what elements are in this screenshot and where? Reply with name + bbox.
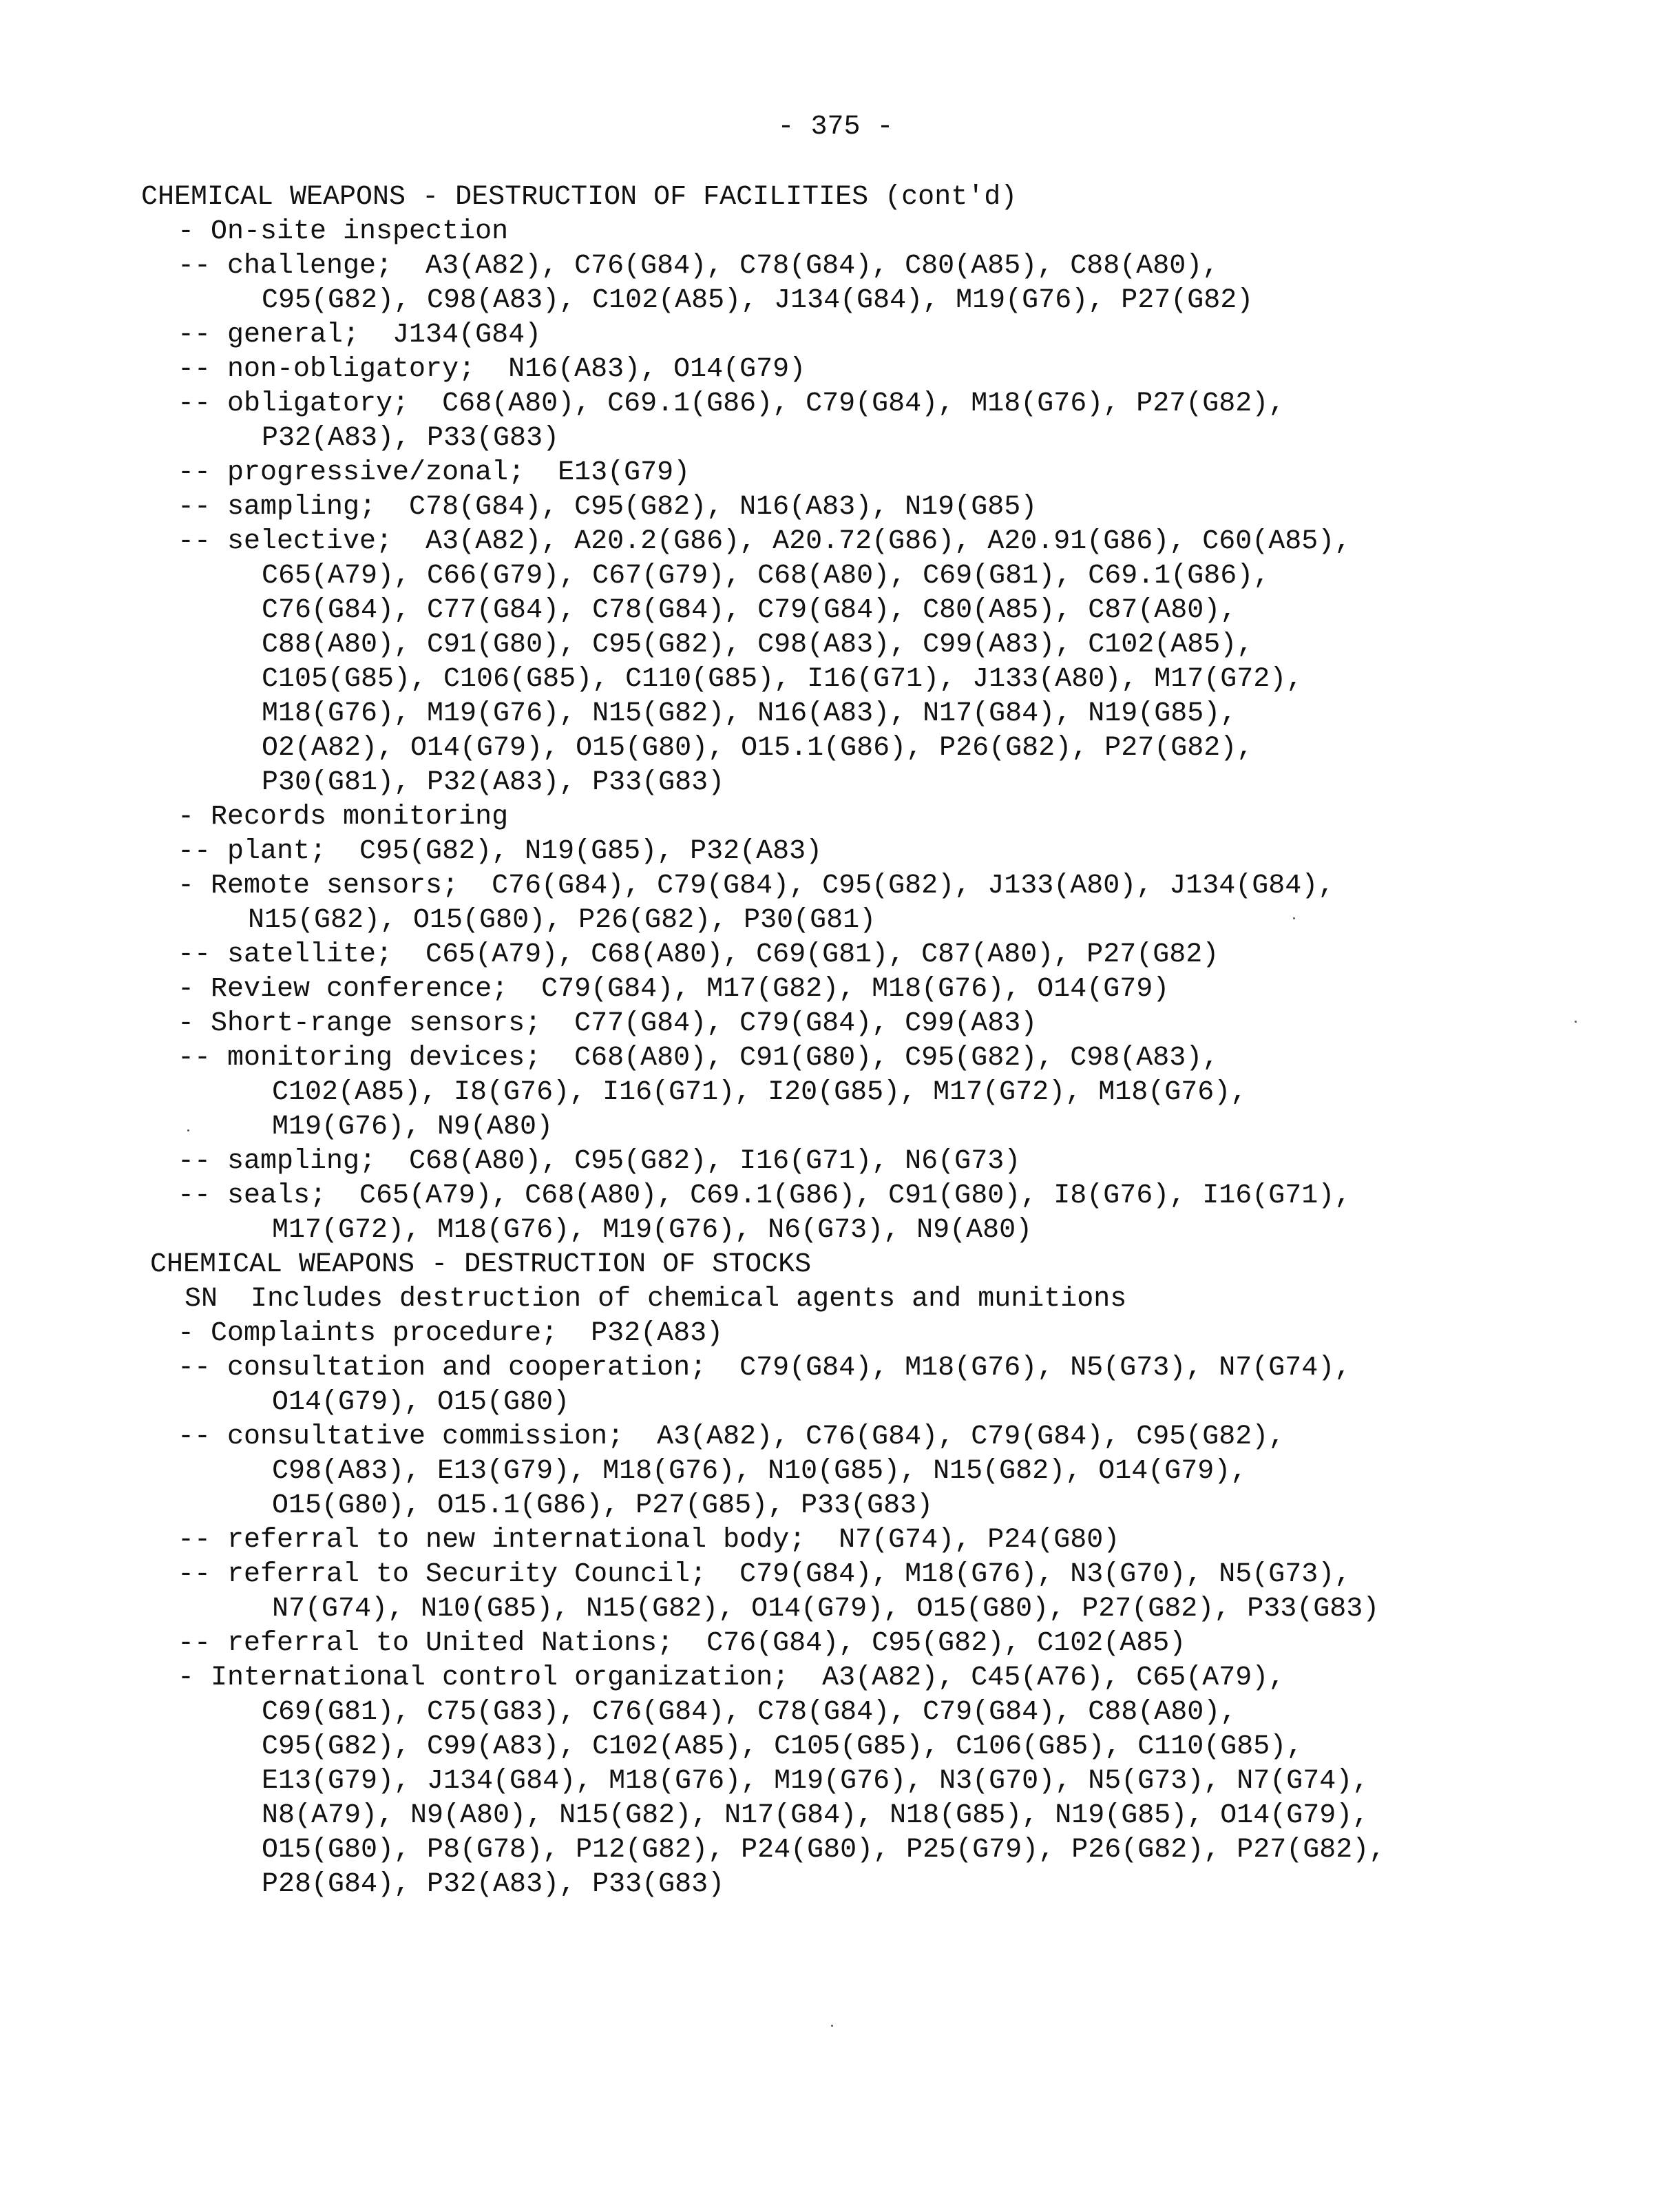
entry-subheading: - International control organization; A3(A82), C45(A76), C65(A79),: [178, 1662, 1285, 1693]
entry-line: -- general; J134(G84): [178, 320, 542, 351]
entry-subheading: - Records monitoring: [178, 802, 509, 833]
entry-continuation: P32(A83), P33(G83): [262, 423, 560, 454]
entry-continuation: E13(G79), J134(G84), M18(G76), M19(G76), N3(G70), N5(G73), N7(G74),: [262, 1766, 1369, 1797]
entry-continuation: C69(G81), C75(G83), C76(G84), C78(G84), C79(G84), C88(A80),: [262, 1697, 1237, 1728]
entry-continuation: P30(G81), P32(A83), P33(G83): [262, 767, 725, 798]
entry-line: -- challenge; A3(A82), C76(G84), C78(G84), C80(A85), C88(A80),: [178, 251, 1219, 282]
entry-continuation: O15(G80), P8(G78), P12(G82), P24(G80), P25(G79), P26(G82), P27(G82),: [262, 1835, 1386, 1866]
entry-line: -- selective; A3(A82), A20.2(G86), A20.72(G86), A20.91(G86), C60(A85),: [178, 526, 1352, 557]
scan-speck: [831, 2025, 833, 2027]
entry-continuation: N8(A79), N9(A80), N15(G82), N17(G84), N18(G85), N19(G85), O14(G79),: [262, 1800, 1369, 1831]
entry-continuation: C88(A80), C91(G80), C95(G82), C98(A83), C99(A83), C102(A85),: [262, 629, 1254, 660]
entry-line: -- referral to new international body; N7(G74), P24(G80): [178, 1525, 1120, 1556]
entry-continuation: M17(G72), M18(G76), M19(G76), N6(G73), N9(A80): [272, 1215, 1033, 1246]
index-body: [0, 180, 1671, 1902]
entry-continuation: C95(G82), C99(A83), C102(A85), C105(G85), C106(G85), C110(G85),: [262, 1731, 1303, 1762]
entry-line: -- referral to Security Council; C79(G84), M18(G76), N3(G70), N5(G73),: [178, 1559, 1352, 1590]
scope-note: SN Includes destruction of chemical agents and munitions: [185, 1284, 1127, 1315]
entry-continuation: M19(G76), N9(A80): [272, 1112, 554, 1142]
entry-line: -- sampling; C68(A80), C95(G82), I16(G71), N6(G73): [178, 1146, 1021, 1177]
entry-continuation: O2(A82), O14(G79), O15(G80), O15.1(G86), P26(G82), P27(G82),: [262, 733, 1254, 764]
section-entries: [0, 1282, 1671, 1902]
entry-line: -- monitoring devices; C68(A80), C91(G80), C95(G82), C98(A83),: [178, 1043, 1219, 1074]
entry-subheading: - Complaints procedure; P32(A83): [178, 1318, 724, 1349]
entry-subheading: - Remote sensors; C76(G84), C79(G84), C95(G82), J133(A80), J134(G84),: [178, 870, 1335, 901]
entry-continuation: C102(A85), I8(G76), I16(G71), I20(G85), M17(G72), M18(G76),: [272, 1077, 1248, 1108]
entry-line: -- consultative commission; A3(A82), C76(G84), C79(G84), C95(G82),: [178, 1421, 1285, 1452]
entry-continuation: C98(A83), E13(G79), M18(G76), N10(G85), N15(G82), O14(G79),: [272, 1456, 1248, 1487]
entry-continuation: C65(A79), C66(G79), C67(G79), C68(A80), C69(G81), C69.1(G86),: [262, 561, 1270, 592]
entry-line: -- consultation and cooperation; C79(G84), M18(G76), N5(G73), N7(G74),: [178, 1353, 1352, 1384]
entry-continuation: M18(G76), M19(G76), N15(G82), N16(A83), N17(G84), N19(G85),: [262, 698, 1237, 729]
entry-line: -- non-obligatory; N16(A83), O14(G79): [178, 354, 806, 385]
entry-continuation: P28(G84), P32(A83), P33(G83): [262, 1869, 725, 1900]
section-heading: CHEMICAL WEAPONS - DESTRUCTION OF STOCKS: [150, 1249, 812, 1280]
entry-continuation: C105(G85), C106(G85), C110(G85), I16(G71), J133(A80), M17(G72),: [262, 664, 1303, 695]
section-heading: CHEMICAL WEAPONS - DESTRUCTION OF FACILITIES (cont'd): [141, 182, 1018, 213]
entry-continuation: N7(G74), N10(G85), N15(G82), O14(G79), O15(G80), P27(G82), P33(G83): [272, 1594, 1380, 1625]
entry-continuation: N15(G82), O15(G80), P26(G82), P30(G81): [248, 905, 876, 936]
entry-line: -- progressive/zonal; E13(G79): [178, 457, 691, 488]
entry-line: -- satellite; C65(A79), C68(A80), C69(G81), C87(A80), P27(G82): [178, 939, 1219, 970]
page-number: - 375 -: [777, 112, 894, 143]
entry-subheading: - Review conference; C79(G84), M17(G82), M18(G76), O14(G79): [178, 974, 1170, 1005]
scan-speck: [187, 1129, 189, 1131]
entry-line: -- seals; C65(A79), C68(A80), C69.1(G86), C91(G80), I8(G76), I16(G71),: [178, 1180, 1352, 1211]
entry-subheading: - On-site inspection: [178, 216, 509, 247]
entry-line: -- obligatory; C68(A80), C69.1(G86), C79(G84), M18(G76), P27(G82),: [178, 388, 1285, 419]
entry-continuation: C76(G84), C77(G84), C78(G84), C79(G84), C80(A85), C87(A80),: [262, 595, 1237, 626]
entry-line: -- referral to United Nations; C76(G84), C95(G82), C102(A85): [178, 1628, 1186, 1659]
scan-speck: [1575, 1021, 1577, 1023]
entry-continuation: C95(G82), C98(A83), C102(A85), J134(G84), M19(G76), P27(G82): [262, 285, 1254, 316]
entry-continuation: O14(G79), O15(G80): [272, 1387, 570, 1418]
entry-continuation: O15(G80), O15.1(G86), P27(G85), P33(G83): [272, 1490, 934, 1521]
scan-speck: [1293, 917, 1295, 919]
section-entries: [0, 215, 1671, 1248]
entry-subheading: - Short-range sensors; C77(G84), C79(G84), C99(A83): [178, 1008, 1038, 1039]
entry-line: -- plant; C95(G82), N19(G85), P32(A83): [178, 836, 823, 867]
entry-line: -- sampling; C78(G84), C95(G82), N16(A83), N19(G85): [178, 492, 1038, 523]
